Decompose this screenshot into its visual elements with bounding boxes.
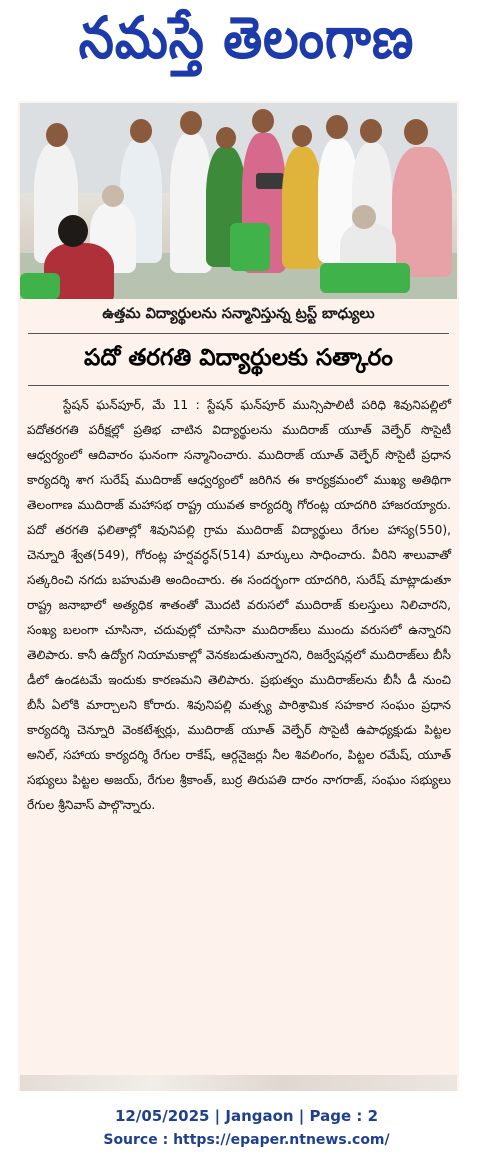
photo-head bbox=[360, 119, 382, 143]
photo-head bbox=[404, 119, 428, 145]
photo-head bbox=[180, 111, 202, 135]
photo-head bbox=[58, 215, 88, 247]
photo-head bbox=[326, 115, 348, 139]
photo-head bbox=[46, 123, 68, 147]
photo-person bbox=[392, 147, 452, 277]
dateline: 12/05/2025 | Jangaon | Page : 2 bbox=[114, 1107, 379, 1125]
photo-head bbox=[216, 127, 236, 149]
masthead bbox=[0, 0, 493, 90]
newspaper-logo: నమస్తే తెలంగాణ bbox=[78, 4, 415, 71]
caption-divider bbox=[28, 333, 449, 334]
article-body-paragraph: స్టేషన్ ఘన్‌పూర్, మే 11 : స్టేషన్ ఘన్‌పూర్ మున్సిపాలిటీ పరిధి శివునిపల్లిలో పదోతరగతి పరీక్షల్లో ప్రతిభ చాటిన విద్యార్థులను ముదిరాజ్ యూత్ వెల్ఫేర్ సొసైటీ ఆధ్వర్యంలో ఆదివారం ఘనంగా సన్మానించారు. ముదిరాజ్ యూత్ వెల్ఫేర్ సొసైటీ ప్రధాన కార్యదర్శి శాగ సురేష్ ముదిరాజ్ ఆధ్వర్యంలో జరిగిన ఈ కార్యక్రమంలో ముఖ్య అతిథిగా తెలంగాణ ముదిరాజ్ మహాసభ రాష్ట్ర యువత కార్యదర్శి గోరంట్ల యాదగిరి హాజరయ్యారు. పదో తరగతి ఫలితాల్లో శివునిపల్లి గ్రామ ముదిరాజ్ విద్యార్థులు రేగుల హాస్య(550), చెన్నూరి శ్వేత(549), గోరంట్ల హర్షవర్ధన్(514) మార్కులు సాధించారు. వీరిని శాలువాతో సత్కరించి నగదు బహుమతి అందించారు. ఈ సందర్భంగా యాదగిరి, సురేష్ మాట్లాడుతూ రాష్ట్ర జనాభాలో అత్యధిక శాతంతో మొదటి వరుసలో ముదిరాజ్ కులస్తులు నిలిచారని, సంఖ్య బలంగా చూసినా, చదువుల్లో చూసినా ముదిరాజ్‌లు ముందు వరుసలో ఉన్నారని తెలిపారు. కానీ ఉద్యోగ నియామకాల్లో వెనకబడుతున్నారని, రిజర్వేషన్లలో ముదిరాజ్‌లు బీసీ డీలో ఉండటమే ఇందుకు కారణమని తెలిపారు. ప్రభుత్వం ముదిరాజ్‌లను బీసీ డీ నుంచి బీసీ ఏలోకి మార్చాలని కోరారు. శివునిపల్లి మత్స్య పారిశ్రామిక సహకార సంఘం ప్రధాన కార్యదర్శి చెన్నూరి వెంకటేశ్వర్లు, ముదిరాజ్ యూత్ వెల్ఫేర్ సొసైటీ ఉపాధ్యక్షుడు పిట్టల అనిల్, సహాయ కార్యదర్శి రేగుల రాకేష్, ఆర్గనైజర్లు నీల శివలింగం, పిట్టల రమేష్, యూత్ సభ్యులు పిట్టల అజయ్, రేగుల శ్రీకాంత్, బుర్ర తిరుపతి దారం నాగరాజ్, సంఘం సభ్యులు రేగుల శ్రీనివాస్ పాల్గొన్నారు. bbox=[27, 398, 451, 812]
source-link[interactable]: Source : https://epaper.ntnews.com/ bbox=[103, 1132, 390, 1148]
photo-chair bbox=[320, 263, 410, 293]
photo-caption: ఉత్తమ విద్యార్థులను సన్మానిస్తున్న ట్రస్ట్ బాధ్యులు bbox=[102, 306, 375, 322]
photo-head bbox=[252, 109, 274, 133]
headline-divider bbox=[28, 385, 449, 386]
article-body bbox=[27, 393, 451, 818]
next-photo-strip bbox=[20, 1075, 457, 1091]
article-headline: పదో తరగతి విద్యార్థులకు సత్కారం bbox=[84, 345, 393, 371]
photo-head bbox=[102, 185, 124, 207]
photo-chair bbox=[20, 273, 60, 299]
photo-head bbox=[130, 119, 152, 143]
photo-chair bbox=[230, 223, 270, 271]
photo-head bbox=[292, 125, 312, 147]
photo-plaque bbox=[256, 173, 284, 189]
article-photo bbox=[20, 103, 457, 299]
news-clipping bbox=[18, 101, 459, 1091]
photo-head bbox=[352, 205, 376, 229]
photo-person bbox=[282, 147, 322, 269]
